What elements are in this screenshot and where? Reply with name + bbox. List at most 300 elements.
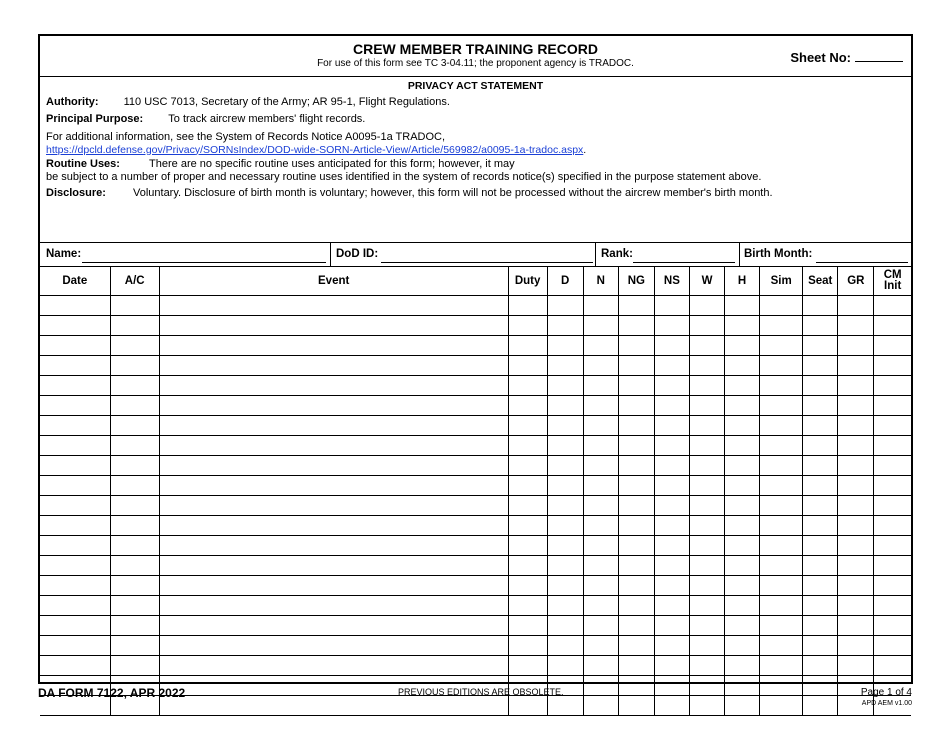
table-cell[interactable] (547, 436, 583, 456)
table-cell[interactable] (760, 696, 803, 716)
table-cell[interactable] (583, 576, 618, 596)
table-cell[interactable] (760, 376, 803, 396)
sheet-number-field[interactable] (855, 49, 903, 62)
table-cell[interactable] (110, 396, 159, 416)
table-cell[interactable] (760, 296, 803, 316)
table-cell[interactable] (803, 376, 838, 396)
privacy-heading: PRIVACY ACT STATEMENT (407, 80, 544, 92)
table-cell[interactable] (110, 316, 159, 336)
table-cell[interactable] (760, 496, 803, 516)
table-cell[interactable] (508, 556, 547, 576)
table-cell[interactable] (508, 356, 547, 376)
table-cell[interactable] (803, 316, 838, 336)
table-cell[interactable] (654, 316, 689, 336)
table-cell[interactable] (689, 516, 724, 536)
id-divider (330, 242, 331, 267)
table-cell[interactable] (654, 516, 689, 536)
table-cell[interactable] (654, 636, 689, 656)
table-cell[interactable] (508, 536, 547, 556)
form-number: DA FORM 7122, APR 2022 (38, 686, 186, 700)
table-cell[interactable] (159, 536, 508, 556)
table-cell[interactable] (838, 356, 874, 376)
table-cell[interactable] (838, 656, 874, 676)
table-cell[interactable] (803, 296, 838, 316)
table-cell[interactable] (689, 336, 724, 356)
table-cell[interactable] (40, 576, 110, 596)
table-cell[interactable] (874, 556, 911, 576)
table-cell[interactable] (583, 676, 618, 696)
table-cell[interactable] (508, 436, 547, 456)
table-cell[interactable] (618, 396, 654, 416)
table-cell[interactable] (40, 536, 110, 556)
table-cell[interactable] (110, 496, 159, 516)
table-cell[interactable] (547, 616, 583, 636)
table-cell[interactable] (508, 596, 547, 616)
table-cell[interactable] (838, 476, 874, 496)
table-cell[interactable] (725, 356, 760, 376)
table-cell[interactable] (618, 656, 654, 676)
table-cell[interactable] (803, 636, 838, 656)
table-cell[interactable] (654, 416, 689, 436)
table-cell[interactable] (725, 676, 760, 696)
table-cell[interactable] (689, 456, 724, 476)
table-cell[interactable] (40, 376, 110, 396)
table-cell[interactable] (618, 436, 654, 456)
table-cell[interactable] (725, 336, 760, 356)
table-cell[interactable] (874, 296, 911, 316)
table-cell[interactable] (547, 376, 583, 396)
table-cell[interactable] (874, 436, 911, 456)
table-cell[interactable] (654, 596, 689, 616)
table-cell[interactable] (40, 296, 110, 316)
table-cell[interactable] (618, 596, 654, 616)
table-cell[interactable] (547, 536, 583, 556)
table-cell[interactable] (725, 456, 760, 476)
table-cell[interactable] (803, 356, 838, 376)
table-cell[interactable] (547, 296, 583, 316)
table-cell[interactable] (803, 516, 838, 536)
table-cell[interactable] (583, 556, 618, 576)
table-cell[interactable] (689, 476, 724, 496)
table-cell[interactable] (547, 316, 583, 336)
table-cell[interactable] (838, 516, 874, 536)
table-cell[interactable] (547, 656, 583, 676)
table-cell[interactable] (618, 416, 654, 436)
table-cell[interactable] (725, 436, 760, 456)
table-cell[interactable] (760, 396, 803, 416)
table-cell[interactable] (583, 496, 618, 516)
table-cell[interactable] (803, 396, 838, 416)
table-cell[interactable] (654, 476, 689, 496)
table-cell[interactable] (618, 376, 654, 396)
table-cell[interactable] (654, 576, 689, 596)
table-cell[interactable] (508, 576, 547, 596)
table-cell[interactable] (654, 536, 689, 556)
table-cell[interactable] (760, 676, 803, 696)
table-cell[interactable] (725, 416, 760, 436)
table-cell[interactable] (618, 516, 654, 536)
table-cell[interactable] (110, 576, 159, 596)
table-cell[interactable] (508, 496, 547, 516)
table-cell[interactable] (760, 616, 803, 636)
table-cell[interactable] (110, 416, 159, 436)
table-cell[interactable] (159, 576, 508, 596)
table-cell[interactable] (803, 556, 838, 576)
table-row (40, 296, 911, 316)
table-cell[interactable] (547, 516, 583, 536)
table-cell[interactable] (159, 456, 508, 476)
table-cell[interactable] (803, 676, 838, 696)
table-cell[interactable] (838, 496, 874, 516)
table-row (40, 336, 911, 356)
id-divider (595, 242, 596, 267)
table-cell[interactable] (689, 396, 724, 416)
table-cell[interactable] (725, 296, 760, 316)
table-cell[interactable] (803, 576, 838, 596)
table-cell[interactable] (838, 456, 874, 476)
table-cell[interactable] (547, 416, 583, 436)
table-cell[interactable] (547, 496, 583, 516)
table-cell[interactable] (760, 436, 803, 456)
table-cell[interactable] (583, 356, 618, 376)
table-cell[interactable] (838, 596, 874, 616)
table-cell[interactable] (110, 516, 159, 536)
table-cell[interactable] (40, 316, 110, 336)
table-cell[interactable] (110, 456, 159, 476)
table-cell[interactable] (803, 336, 838, 356)
table-cell[interactable] (725, 396, 760, 416)
table-cell[interactable] (110, 656, 159, 676)
table-cell[interactable] (725, 616, 760, 636)
table-cell[interactable] (803, 416, 838, 436)
table-cell[interactable] (508, 376, 547, 396)
col-header-duty: Duty (508, 267, 547, 296)
table-cell[interactable] (689, 696, 724, 716)
table-cell[interactable] (760, 636, 803, 656)
table-cell[interactable] (803, 616, 838, 636)
table-cell[interactable] (618, 616, 654, 636)
table-cell[interactable] (508, 456, 547, 476)
table-cell[interactable] (689, 656, 724, 676)
table-cell[interactable] (725, 476, 760, 496)
table-cell[interactable] (689, 496, 724, 516)
table-cell[interactable] (583, 656, 618, 676)
table-cell[interactable] (838, 396, 874, 416)
table-cell[interactable] (583, 396, 618, 416)
table-cell[interactable] (583, 516, 618, 536)
table-cell[interactable] (874, 596, 911, 616)
table-cell[interactable] (508, 316, 547, 336)
table-cell[interactable] (40, 656, 110, 676)
table-cell[interactable] (654, 616, 689, 636)
table-cell[interactable] (40, 596, 110, 616)
table-cell[interactable] (760, 576, 803, 596)
table-cell[interactable] (689, 536, 724, 556)
table-cell[interactable] (760, 476, 803, 496)
table-cell[interactable] (725, 376, 760, 396)
table-cell[interactable] (159, 616, 508, 636)
table-cell[interactable] (159, 516, 508, 536)
table-cell[interactable] (110, 536, 159, 556)
table-cell[interactable] (583, 416, 618, 436)
table-cell[interactable] (547, 476, 583, 496)
table-cell[interactable] (803, 656, 838, 676)
table-cell[interactable] (725, 536, 760, 556)
table-cell[interactable] (583, 696, 618, 716)
table-cell[interactable] (110, 556, 159, 576)
authority-text: 110 USC 7013, Secretary of the Army; AR 95-1, Flight Regulations. (123, 96, 450, 108)
table-cell[interactable] (159, 316, 508, 336)
table-cell[interactable] (874, 416, 911, 436)
table-cell[interactable] (508, 656, 547, 676)
table-row (40, 316, 911, 336)
table-cell[interactable] (618, 696, 654, 716)
table-cell[interactable] (838, 576, 874, 596)
table-cell[interactable] (654, 656, 689, 676)
table-cell[interactable] (689, 376, 724, 396)
table-cell[interactable] (508, 336, 547, 356)
table-cell[interactable] (508, 616, 547, 636)
table-cell[interactable] (110, 436, 159, 456)
table-cell[interactable] (874, 316, 911, 336)
table-cell[interactable] (618, 676, 654, 696)
table-cell[interactable] (159, 356, 508, 376)
table-cell[interactable] (654, 396, 689, 416)
table-cell[interactable] (760, 456, 803, 476)
table-cell[interactable] (689, 296, 724, 316)
table-cell[interactable] (760, 416, 803, 436)
table-cell[interactable] (618, 536, 654, 556)
table-cell[interactable] (838, 336, 874, 356)
table-cell[interactable] (689, 596, 724, 616)
table-cell[interactable] (159, 296, 508, 316)
table-cell[interactable] (689, 356, 724, 376)
table-cell[interactable] (838, 376, 874, 396)
table-cell[interactable] (547, 356, 583, 376)
table-cell[interactable] (654, 376, 689, 396)
table-cell[interactable] (583, 436, 618, 456)
table-cell[interactable] (654, 296, 689, 316)
col-header-seat: Seat (803, 267, 838, 296)
table-cell[interactable] (583, 296, 618, 316)
table-cell[interactable] (874, 616, 911, 636)
table-cell[interactable] (618, 336, 654, 356)
name-field[interactable] (82, 262, 326, 263)
table-cell[interactable] (874, 536, 911, 556)
table-cell[interactable] (760, 316, 803, 336)
table-cell[interactable] (838, 436, 874, 456)
table-cell[interactable] (874, 496, 911, 516)
table-cell[interactable] (654, 456, 689, 476)
table-cell[interactable] (547, 576, 583, 596)
table-cell[interactable] (838, 556, 874, 576)
table-cell[interactable] (725, 596, 760, 616)
table-cell[interactable] (583, 616, 618, 636)
table-cell[interactable] (838, 536, 874, 556)
table-cell[interactable] (618, 316, 654, 336)
table-cell[interactable] (618, 496, 654, 516)
table-cell[interactable] (583, 536, 618, 556)
table-cell[interactable] (40, 636, 110, 656)
table-cell[interactable] (760, 596, 803, 616)
table-cell[interactable] (654, 556, 689, 576)
table-cell[interactable] (874, 656, 911, 676)
table-cell[interactable] (760, 516, 803, 536)
table-cell[interactable] (547, 396, 583, 416)
table-cell[interactable] (40, 416, 110, 436)
table-cell[interactable] (583, 316, 618, 336)
table-cell[interactable] (725, 696, 760, 716)
table-cell[interactable] (803, 476, 838, 496)
table-cell[interactable] (874, 396, 911, 416)
table-cell[interactable] (760, 356, 803, 376)
sorn-link[interactable]: https://dpcld.defense.gov/Privacy/SORNsIndex/DOD-wide-SORN-Article-View/Article/569982/a0095-1a-tradoc.aspx (46, 143, 584, 156)
table-cell[interactable] (874, 336, 911, 356)
table-cell[interactable] (874, 636, 911, 656)
table-cell[interactable] (40, 356, 110, 376)
rank-field[interactable] (633, 262, 735, 263)
table-cell[interactable] (583, 636, 618, 656)
table-cell[interactable] (689, 676, 724, 696)
table-cell[interactable] (508, 696, 547, 716)
table-cell[interactable] (40, 496, 110, 516)
table-cell[interactable] (618, 296, 654, 316)
table-cell[interactable] (40, 476, 110, 496)
table-cell[interactable] (508, 476, 547, 496)
table-cell[interactable] (689, 316, 724, 336)
table-cell[interactable] (618, 356, 654, 376)
table-cell[interactable] (583, 476, 618, 496)
table-cell[interactable] (110, 336, 159, 356)
table-cell[interactable] (725, 636, 760, 656)
table-cell[interactable] (159, 596, 508, 616)
table-cell[interactable] (760, 656, 803, 676)
table-cell[interactable] (618, 456, 654, 476)
dodid-field[interactable] (381, 262, 593, 263)
table-cell[interactable] (874, 576, 911, 596)
table-cell[interactable] (110, 356, 159, 376)
table-cell[interactable] (583, 376, 618, 396)
table-cell[interactable] (654, 696, 689, 716)
table-cell[interactable] (725, 316, 760, 336)
table-cell[interactable] (618, 556, 654, 576)
table-cell[interactable] (689, 616, 724, 636)
table-cell[interactable] (547, 596, 583, 616)
table-cell[interactable] (159, 556, 508, 576)
table-cell[interactable] (874, 456, 911, 476)
table-cell[interactable] (159, 396, 508, 416)
table-cell[interactable] (803, 596, 838, 616)
table-cell[interactable] (618, 636, 654, 656)
table-cell[interactable] (618, 476, 654, 496)
table-cell[interactable] (547, 696, 583, 716)
table-cell[interactable] (40, 516, 110, 536)
table-cell[interactable] (40, 616, 110, 636)
table-cell[interactable] (803, 536, 838, 556)
table-cell[interactable] (838, 416, 874, 436)
table-cell[interactable] (725, 496, 760, 516)
birth-month-field[interactable] (816, 262, 908, 263)
table-cell[interactable] (689, 636, 724, 656)
table-cell[interactable] (508, 416, 547, 436)
table-cell[interactable] (159, 696, 508, 716)
table-cell[interactable] (547, 556, 583, 576)
table-cell[interactable] (508, 636, 547, 656)
col-header-sim: Sim (760, 267, 803, 296)
table-cell[interactable] (110, 376, 159, 396)
table-cell[interactable] (40, 336, 110, 356)
table-cell[interactable] (760, 536, 803, 556)
table-cell[interactable] (838, 616, 874, 636)
table-cell[interactable] (110, 616, 159, 636)
table-cell[interactable] (110, 476, 159, 496)
table-cell[interactable] (654, 336, 689, 356)
table-cell[interactable] (508, 296, 547, 316)
table-cell[interactable] (547, 456, 583, 476)
table-cell[interactable] (159, 656, 508, 676)
table-cell[interactable] (838, 636, 874, 656)
table-cell[interactable] (874, 476, 911, 496)
table-cell[interactable] (547, 636, 583, 656)
table-cell[interactable] (874, 376, 911, 396)
table-cell[interactable] (838, 316, 874, 336)
table-cell[interactable] (110, 636, 159, 656)
table-cell[interactable] (689, 576, 724, 596)
table-cell[interactable] (838, 296, 874, 316)
table-cell[interactable] (654, 496, 689, 516)
table-cell[interactable] (40, 436, 110, 456)
table-cell[interactable] (583, 456, 618, 476)
table-cell[interactable] (159, 436, 508, 456)
table-cell[interactable] (583, 336, 618, 356)
table-cell[interactable] (547, 336, 583, 356)
table-cell[interactable] (159, 496, 508, 516)
table-cell[interactable] (760, 556, 803, 576)
table-cell[interactable] (159, 636, 508, 656)
table-cell[interactable] (874, 516, 911, 536)
table-cell[interactable] (803, 696, 838, 716)
table-cell[interactable] (583, 596, 618, 616)
table-cell[interactable] (725, 656, 760, 676)
table-cell[interactable] (725, 516, 760, 536)
table-cell[interactable] (159, 336, 508, 356)
table-cell[interactable] (508, 516, 547, 536)
table-cell[interactable] (654, 436, 689, 456)
table-cell[interactable] (725, 576, 760, 596)
table-cell[interactable] (689, 436, 724, 456)
table-cell[interactable] (159, 416, 508, 436)
table-cell[interactable] (618, 576, 654, 596)
table-cell[interactable] (874, 356, 911, 376)
table-cell[interactable] (110, 296, 159, 316)
table-cell[interactable] (803, 456, 838, 476)
table-cell[interactable] (40, 396, 110, 416)
table-cell[interactable] (803, 496, 838, 516)
table-cell[interactable] (803, 436, 838, 456)
table-cell[interactable] (40, 556, 110, 576)
table-cell[interactable] (689, 556, 724, 576)
table-cell[interactable] (110, 596, 159, 616)
table-cell[interactable] (159, 376, 508, 396)
table-cell[interactable] (159, 476, 508, 496)
table-cell[interactable] (689, 416, 724, 436)
table-cell[interactable] (760, 336, 803, 356)
table-cell[interactable] (654, 676, 689, 696)
table-cell[interactable] (725, 556, 760, 576)
table-cell[interactable] (40, 456, 110, 476)
table-cell[interactable] (508, 396, 547, 416)
table-cell[interactable] (654, 356, 689, 376)
